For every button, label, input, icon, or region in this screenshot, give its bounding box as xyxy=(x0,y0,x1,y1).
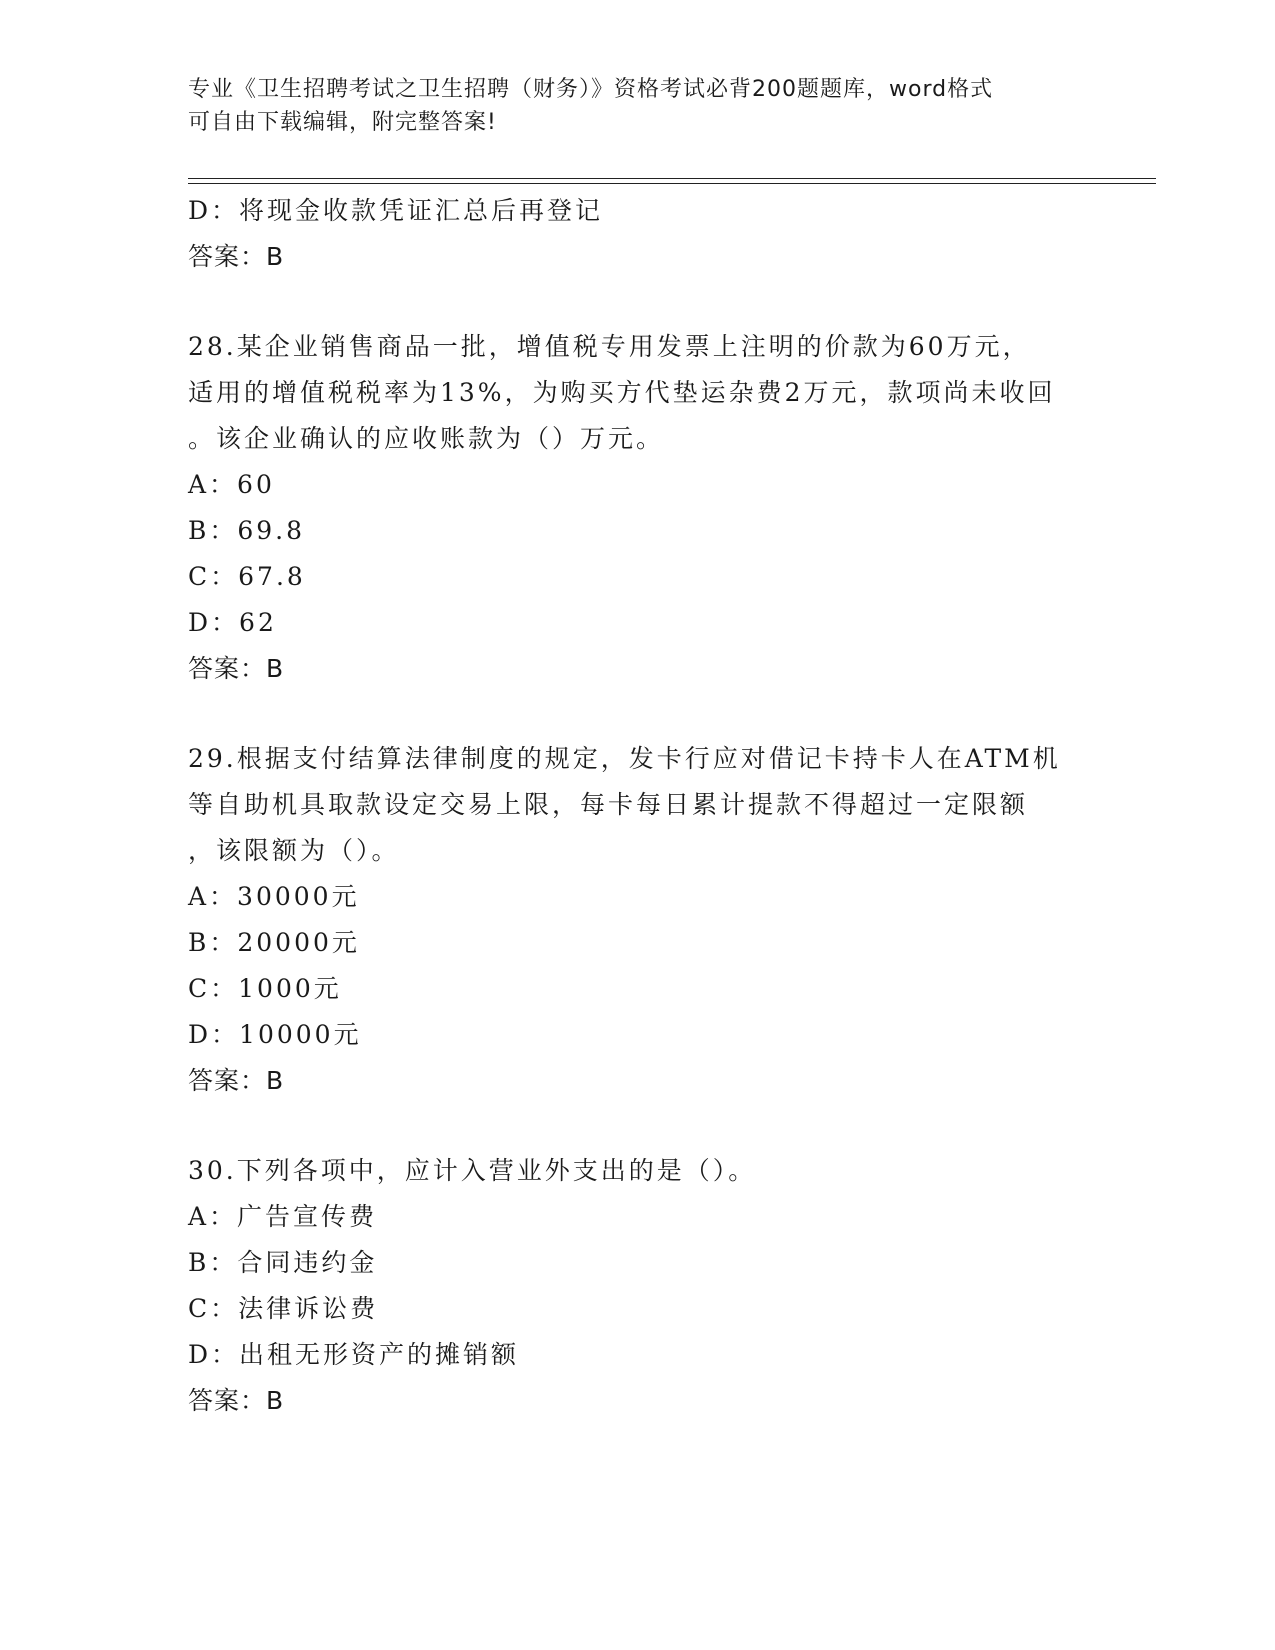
prev-option-d: D：将现金收款凭证汇总后再登记 xyxy=(188,196,604,225)
answer: 答案：B xyxy=(188,1066,285,1095)
question-stem-line: 适用的增值税税率为13%，为购买方代垫运杂费2万元，款项尚未收回 xyxy=(188,378,1056,407)
option-c: C：法律诉讼费 xyxy=(188,1294,379,1323)
option-b: B：合同违约金 xyxy=(188,1248,378,1277)
question-stem-line: 28.某企业销售商品一批，增值税专用发票上注明的价款为60万元， xyxy=(188,332,1031,361)
question-list xyxy=(188,188,1108,1424)
header-divider-top xyxy=(188,178,1156,179)
option-d: D：62 xyxy=(188,608,277,637)
header-line-1: 专业《卫生招聘考试之卫生招聘（财务）》资格考试必背200题题库，word格式 xyxy=(188,77,994,102)
answer: 答案：B xyxy=(188,1386,285,1415)
question-stem-line: 29.根据支付结算法律制度的规定，发卡行应对借记卡持卡人在ATM机 xyxy=(188,744,1061,773)
question-28 xyxy=(188,324,1108,692)
option-a: A：60 xyxy=(188,470,275,499)
option-d: D：出租无形资产的摊销额 xyxy=(188,1340,520,1369)
question-29 xyxy=(188,736,1108,1104)
option-c: C：67.8 xyxy=(188,562,306,591)
answer: 答案：B xyxy=(188,654,285,683)
question-30 xyxy=(188,1148,1108,1424)
header-divider-bottom xyxy=(188,183,1156,184)
prev-answer: 答案：B xyxy=(188,242,285,271)
option-d: D：10000元 xyxy=(188,1020,362,1049)
option-a: A：广告宣传费 xyxy=(188,1202,378,1231)
document-header xyxy=(188,73,1088,139)
question-stem-line: 等自助机具取款设定交易上限，每卡每日累计提款不得超过一定限额 xyxy=(188,790,1029,819)
header-line-2: 可自由下载编辑，附完整答案! xyxy=(188,110,497,135)
question-stem-line: 30.下列各项中，应计入营业外支出的是（）。 xyxy=(188,1156,757,1185)
question-stem-line: 。该企业确认的应收账款为（）万元。 xyxy=(188,424,665,453)
option-b: B：20000元 xyxy=(188,928,360,957)
option-b: B：69.8 xyxy=(188,516,306,545)
option-a: A：30000元 xyxy=(188,882,360,911)
question-stem-line: ，该限额为（）。 xyxy=(188,836,400,865)
option-c: C：1000元 xyxy=(188,974,342,1003)
